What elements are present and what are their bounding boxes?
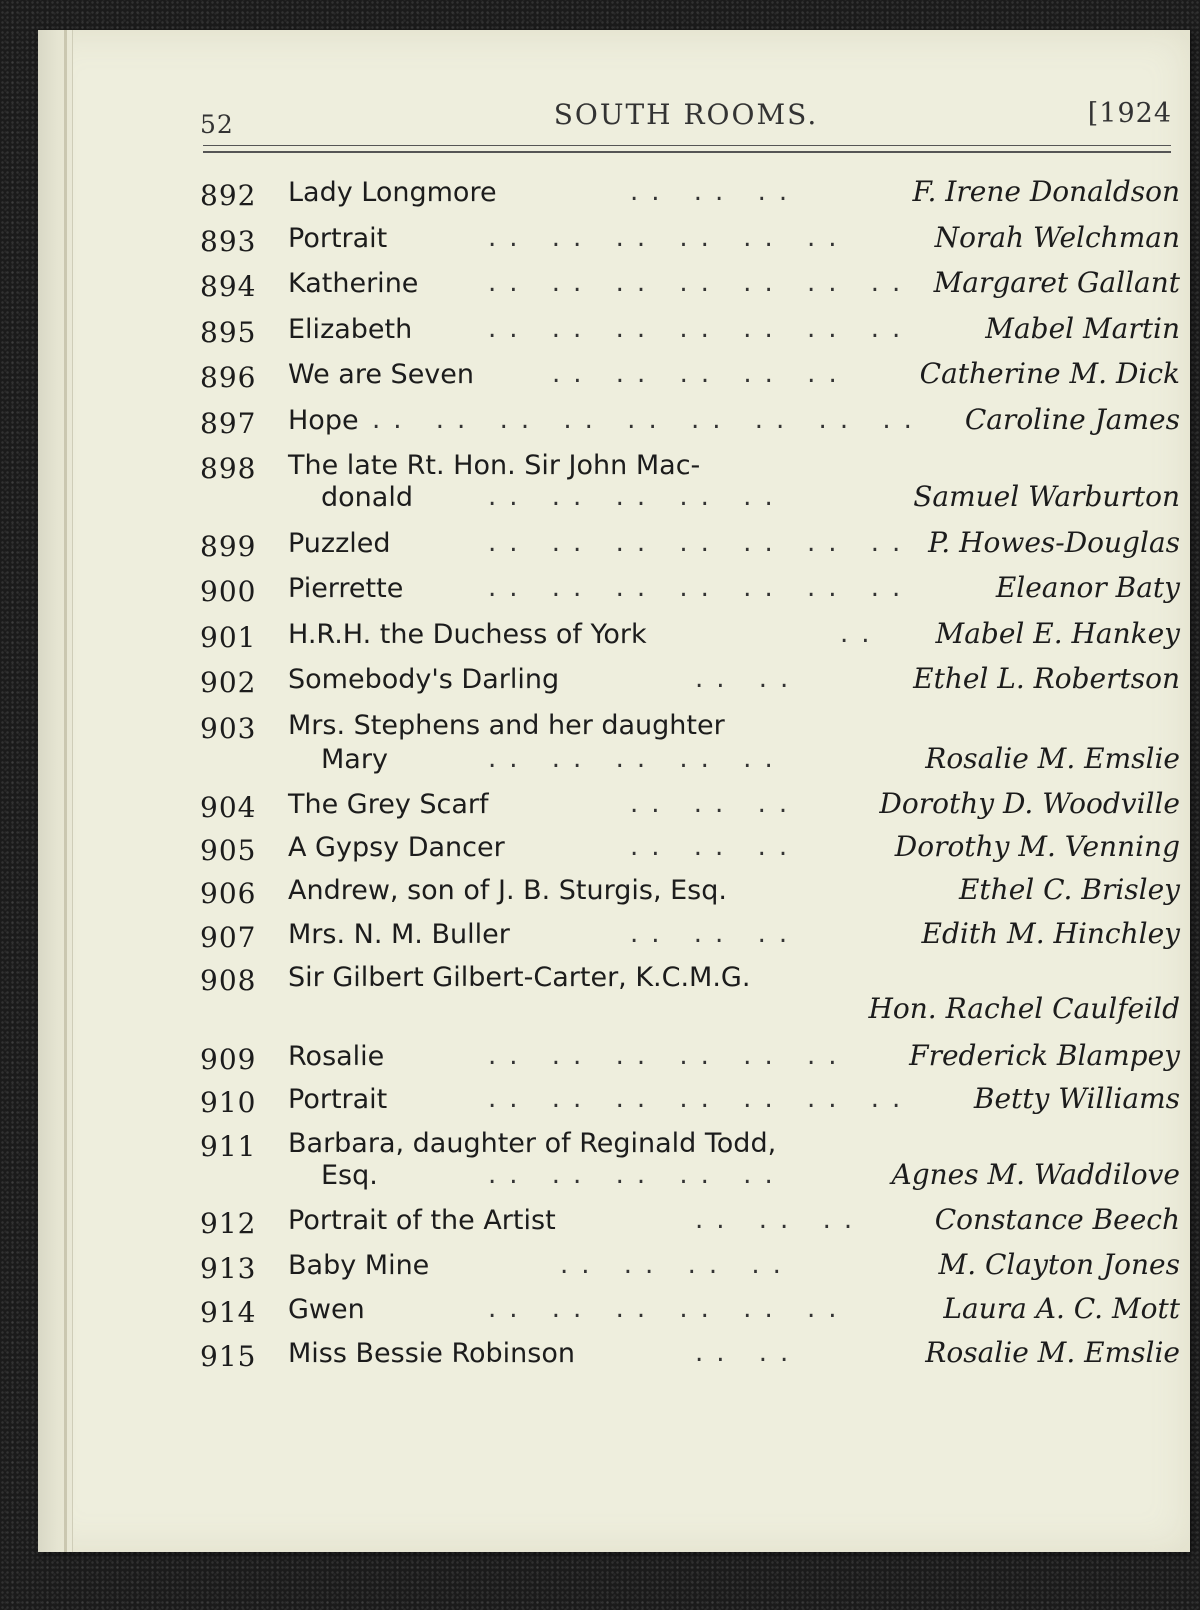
entry-artist: Caroline James (964, 403, 1180, 436)
catalogue-entry (200, 571, 1180, 611)
leader-dots: .. .. .. .. .. (552, 359, 850, 389)
entry-number: 906 (200, 877, 257, 910)
entry-artist: Dorothy D. Woodville (879, 787, 1180, 820)
catalogue-entry (200, 1248, 1180, 1288)
entry-title: Miss Bessie Robinson (288, 1338, 575, 1369)
entry-artist: Frederick Blampey (909, 1039, 1180, 1072)
entry-title: Rosalie (288, 1041, 385, 1072)
entry-title: Andrew, son of J. B. Sturgis, Esq. (288, 875, 727, 906)
entry-artist: Rosalie M. Emslie (925, 742, 1180, 775)
entry-artist: Samuel Warburton (913, 480, 1180, 513)
entry-number: 903 (200, 712, 257, 745)
entry-number: 904 (200, 791, 257, 824)
catalogue-entry (200, 708, 1180, 782)
catalogue-entry (200, 787, 1180, 827)
entry-artist: Rosalie M. Emslie (925, 1336, 1180, 1369)
entry-artist: Agnes M. Waddilove (891, 1158, 1180, 1191)
page-fold-line (64, 30, 67, 1552)
entry-number: 900 (200, 575, 257, 608)
entry-title: Portrait (288, 1084, 388, 1115)
leader-dots: .. .. .. .. .. (488, 482, 786, 512)
page-number: 52 (200, 110, 234, 139)
catalogue-entry (200, 873, 1180, 913)
entry-number: 897 (200, 407, 257, 440)
entry-number: 892 (200, 179, 257, 212)
entry-title: The late Rt. Hon. Sir John Mac- (288, 450, 701, 481)
entry-number: 911 (200, 1130, 257, 1163)
entry-number: 907 (200, 921, 257, 954)
catalogue-entry (200, 526, 1180, 566)
catalogue-entry (200, 662, 1180, 702)
entry-artist: Ethel L. Robertson (913, 662, 1180, 695)
entry-number: 913 (200, 1252, 257, 1285)
catalogue-entry (200, 1126, 1180, 1198)
leader-dots: .. .. .. .. .. .. .. .. .. (372, 405, 925, 435)
header-rule (203, 145, 1171, 146)
entry-number: 914 (200, 1296, 257, 1329)
entry-artist: F. Irene Donaldson (912, 175, 1180, 208)
leader-dots: .. .. .. .. (560, 1250, 794, 1280)
leader-dots: .. .. .. .. .. .. (488, 1294, 850, 1324)
leader-dots: .. .. .. .. .. .. .. (488, 314, 914, 344)
entry-artist: Margaret Gallant (933, 266, 1180, 299)
catalogue-entry (200, 830, 1180, 870)
entry-artist: Dorothy M. Venning (894, 830, 1180, 863)
leader-dots: .. .. .. .. .. .. .. (488, 268, 914, 298)
leader-dots: .. .. (695, 664, 802, 694)
section-title: SOUTH ROOMS. (553, 98, 819, 131)
entry-title: Sir Gilbert Gilbert-Carter, K.C.M.G. (288, 962, 751, 993)
leader-dots: .. .. (695, 1338, 802, 1368)
leader-dots: .. .. .. .. .. .. (488, 1041, 850, 1071)
header-rule-double (203, 151, 1171, 153)
entry-artist: Edith M. Hinchley (921, 917, 1180, 950)
entry-title: Portrait (288, 223, 388, 254)
leader-dots: .. .. .. .. .. .. (488, 223, 850, 253)
entry-artist: Mabel E. Hankey (935, 617, 1180, 650)
catalogue-entry (200, 1336, 1180, 1376)
entry-title: Portrait of the Artist (288, 1205, 556, 1236)
catalogue-entry (200, 960, 1180, 1032)
entry-title-continued: Esq. (321, 1160, 378, 1191)
catalogue-entry (200, 1292, 1180, 1332)
leader-dots: .. .. .. (630, 177, 801, 207)
entry-title: H.R.H. the Duchess of York (288, 619, 647, 650)
entry-artist: Norah Welchman (934, 221, 1180, 254)
entry-number: 909 (200, 1043, 257, 1076)
entry-artist: P. Howes-Douglas (928, 526, 1180, 559)
entry-title: Puzzled (288, 528, 391, 559)
entry-number: 901 (200, 621, 257, 654)
entry-title: Pierrette (288, 573, 404, 604)
leader-dots: .. .. .. .. .. .. .. (488, 1084, 914, 1114)
entry-artist: Constance Beech (934, 1203, 1180, 1236)
catalogue-entry (200, 266, 1180, 306)
catalogue-entry (200, 1039, 1180, 1079)
leader-dots: .. .. .. (630, 919, 801, 949)
catalogue-entry (200, 312, 1180, 352)
entry-number: 910 (200, 1086, 257, 1119)
entry-artist: Hon. Rachel Caulfeild (868, 992, 1180, 1025)
catalogue-entry (200, 221, 1180, 261)
entry-artist: Mabel Martin (985, 312, 1180, 345)
entry-number: 908 (200, 964, 257, 997)
entry-number: 899 (200, 530, 257, 563)
leader-dots: .. .. .. (695, 1205, 866, 1235)
catalogue-page (38, 30, 1190, 1552)
leader-dots: .. .. .. .. .. (488, 744, 786, 774)
leader-dots: .. .. .. (630, 789, 801, 819)
entry-number: 898 (200, 452, 257, 485)
entry-artist: Ethel C. Brisley (958, 873, 1180, 906)
page-edge (38, 30, 73, 1552)
entry-title: Elizabeth (288, 314, 413, 345)
leader-dots: .. .. .. .. .. .. .. (488, 528, 914, 558)
catalogue-entry (200, 448, 1180, 520)
catalogue-entry (200, 1203, 1180, 1243)
entry-title: Hope (288, 405, 359, 436)
entry-artist: M. Clayton Jones (938, 1248, 1180, 1281)
running-header (200, 98, 1172, 148)
entry-artist: Betty Williams (973, 1082, 1180, 1115)
entry-number: 912 (200, 1207, 257, 1240)
entry-title-continued: Mary (321, 744, 388, 775)
entry-number: 893 (200, 225, 257, 258)
catalogue-entry (200, 175, 1180, 215)
entry-number: 902 (200, 666, 257, 699)
entry-title: Baby Mine (288, 1250, 430, 1281)
catalogue-entry (200, 917, 1180, 957)
entry-number: 915 (200, 1340, 257, 1373)
entry-title: Lady Longmore (288, 177, 497, 208)
entry-title: The Grey Scarf (288, 789, 489, 820)
leader-dots: .. .. .. .. .. (488, 1160, 786, 1190)
entry-artist: Catherine M. Dick (919, 357, 1180, 390)
leader-dots: .. .. .. .. .. .. .. (488, 573, 914, 603)
entry-artist: Laura A. C. Mott (943, 1292, 1180, 1325)
year-label: [1924 (1087, 98, 1172, 129)
entry-artist: Eleanor Baty (995, 571, 1180, 604)
entry-title-continued: donald (321, 482, 413, 513)
entry-number: 905 (200, 834, 257, 867)
entry-title: A Gypsy Dancer (288, 832, 505, 863)
entry-title: Barbara, daughter of Reginald Todd, (288, 1128, 777, 1159)
catalogue-entry (200, 617, 1180, 657)
catalogue-entry (200, 1082, 1180, 1122)
entry-title: Mrs. N. M. Buller (288, 919, 510, 950)
entry-number: 896 (200, 361, 257, 394)
catalogue-entry (200, 357, 1180, 397)
leader-dots: .. .. .. (630, 832, 801, 862)
entry-number: 895 (200, 316, 257, 349)
entry-number: 894 (200, 270, 257, 303)
entry-title: Mrs. Stephens and her daughter (288, 710, 725, 741)
entry-title: Somebody's Darling (288, 664, 560, 695)
entry-title: Katherine (288, 268, 419, 299)
catalogue-entry (200, 403, 1180, 443)
leader-dots: .. (840, 619, 883, 649)
entry-title: We are Seven (288, 359, 475, 390)
entry-title: Gwen (288, 1294, 365, 1325)
